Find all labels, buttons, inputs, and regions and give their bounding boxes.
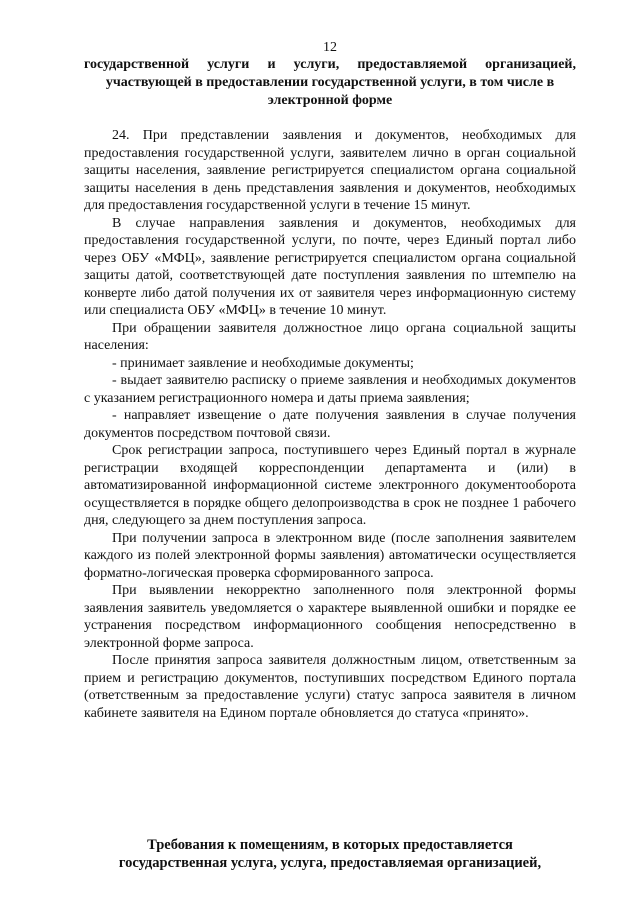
paragraph-error-notification: При выявлении некорректно заполненного поля электронной формы заявления заявитель уведомляется о характере выявленной ошибки и порядке ее устранения посредством информационного сообщения непосредственно в электронной форме запроса.: [84, 583, 576, 651]
paragraph-official-actions: При обращении заявителя должностное лицо органа социальной защиты населения:: [84, 320, 576, 353]
heading-top-line-1: государственной услуги и услуги, предоставляемой организацией,: [84, 57, 576, 72]
paragraph-status-update: После принятия запроса заявителя должностным лицом, ответственным за прием и регистрацию документов, поступивших посредством Единого портала (ответственным за предоставление услуги) статус запроса заявителя в личном кабинете заявителя на Едином портале обновляется до статуса «принято».: [84, 653, 576, 721]
paragraph-24: 24. При представлении заявления и документов, необходимых для предоставления государственной услуги, заявителем лично в орган социальной защиты населения, заявление регистрируется специалистом органа социальной защиты населения в день представления заявления и документов, необходимых для предоставления государственной услуги в течение 15 минут.: [84, 128, 576, 213]
bullet-send-notice: - направляет извещение о дате получения заявления в случае получения документов посредством почтовой связи.: [84, 408, 576, 441]
bullet-accept-documents: - принимает заявление и необходимые документы;: [112, 355, 414, 371]
bullet-issue-receipt: - выдает заявителю расписку о приеме заявления и необходимых документов с указанием регистрационного номера и даты приема заявления;: [84, 373, 576, 406]
heading-top-line-3: электронной форме: [267, 93, 393, 108]
heading-bottom-line-2: государственная услуга, услуга, предоставляемая организацией,: [118, 855, 542, 871]
document-page: [84, 0, 576, 905]
section-heading-top: [84, 56, 576, 110]
paragraph-electronic-check: При получении запроса в электронном виде (после заполнения заявителем каждого из полей электронной формы заявления) автоматически осуществляется форматно-логическая проверка сформированного запроса.: [84, 530, 576, 581]
page-number: 12: [323, 40, 337, 55]
heading-top-line-2: участвующей в предоставлении государственной услуги, в том числе в: [105, 75, 555, 90]
heading-bottom-line-1: Требования к помещениям, в которых предоставляется: [147, 837, 513, 853]
section-heading-bottom: [84, 836, 576, 872]
body-text: [84, 127, 576, 722]
paragraph-mail-registration: В случае направления заявления и документов, необходимых для предоставления государственной услуги, по почте, через Единый портал либо через ОБУ «МФЦ», заявление регистрируется специалистом органа социальной защиты датой, соответствующей дате поступления заявления по штемпелю на конверте либо датой получения их от заявителя через информационную систему или специалиста ОБУ «МФЦ» в течение 10 минут.: [84, 215, 576, 318]
paragraph-registration-term: Срок регистрации запроса, поступившего через Единый портал в журнале регистрации входящей корреспонденции департамента и (или) в автоматизированной информационной системе электронного документооборота осуществляется в порядке общего делопроизводства в срок не позднее 1 рабочего дня, следующего за днем поступления запроса.: [84, 443, 576, 528]
